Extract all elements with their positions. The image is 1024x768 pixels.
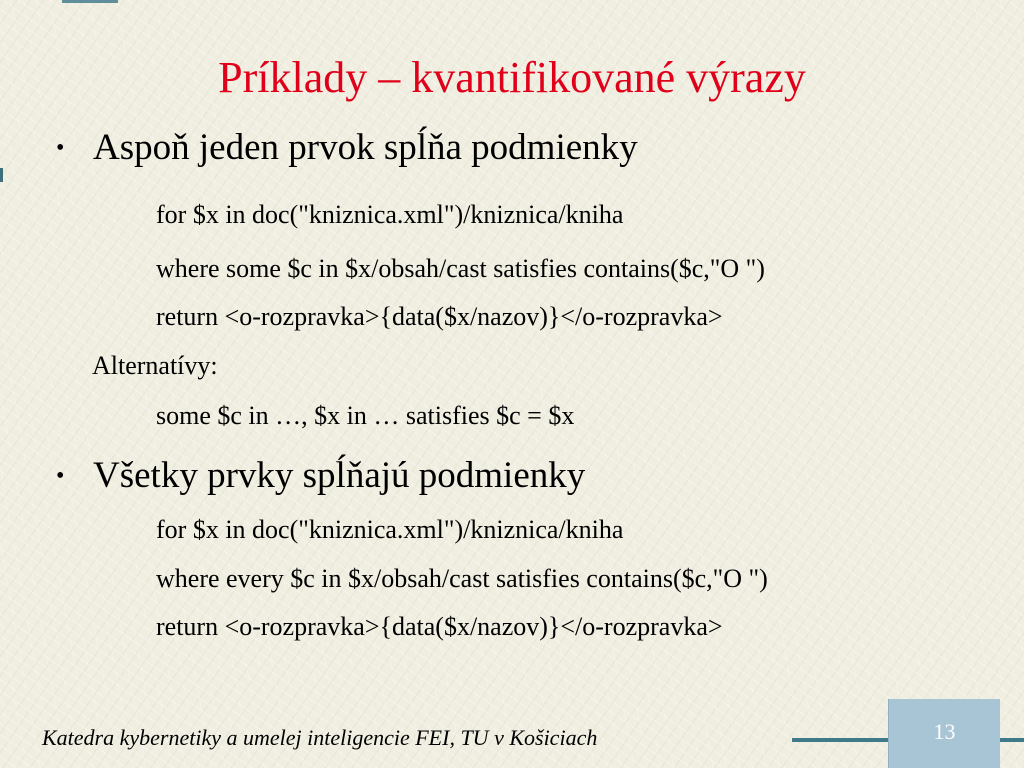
code-line-2-2: where every $c in $x/obsah/cast satisfies contains($c,"O ") — [156, 564, 768, 593]
code-line-2-3: return <o-rozpravka>{data($x/nazov)}</o-rozpravka> — [156, 612, 723, 641]
code-line-2-1: for $x in doc("kniznica.xml")/kniznica/kniha — [156, 515, 624, 544]
alternative-expression: some $c in …, $x in … satisfies $c = $x — [156, 401, 575, 430]
slide-title: Príklady – kvantifikované výrazy — [218, 53, 806, 102]
bullet-item-2 — [56, 454, 585, 498]
top-decoration — [62, 0, 118, 3]
code-line-1-1: for $x in doc("kniznica.xml")/kniznica/kniha — [156, 200, 624, 229]
footer-institution: Katedra kybernetiky a umelej inteligencie FEI, TU v Košiciach — [42, 725, 598, 750]
left-edge-mark — [0, 168, 3, 182]
bullet-1-heading: Aspoň jeden prvok spĺňa podmienky — [93, 127, 638, 168]
bullet-icon: • — [56, 135, 65, 161]
bullet-2-heading: Všetky prvky spĺňajú podmienky — [93, 455, 586, 496]
code-line-1-3: return <o-rozpravka>{data($x/nazov)}</o-rozpravka> — [156, 302, 723, 331]
alternatives-label: Alternatívy: — [92, 351, 218, 380]
code-line-1-2: where some $c in $x/obsah/cast satisfies contains($c,"O ") — [156, 254, 765, 283]
page-number-box — [888, 699, 1000, 768]
page-number: 13 — [933, 719, 956, 744]
bullet-icon: • — [56, 463, 65, 489]
bullet-item-1 — [56, 126, 638, 170]
